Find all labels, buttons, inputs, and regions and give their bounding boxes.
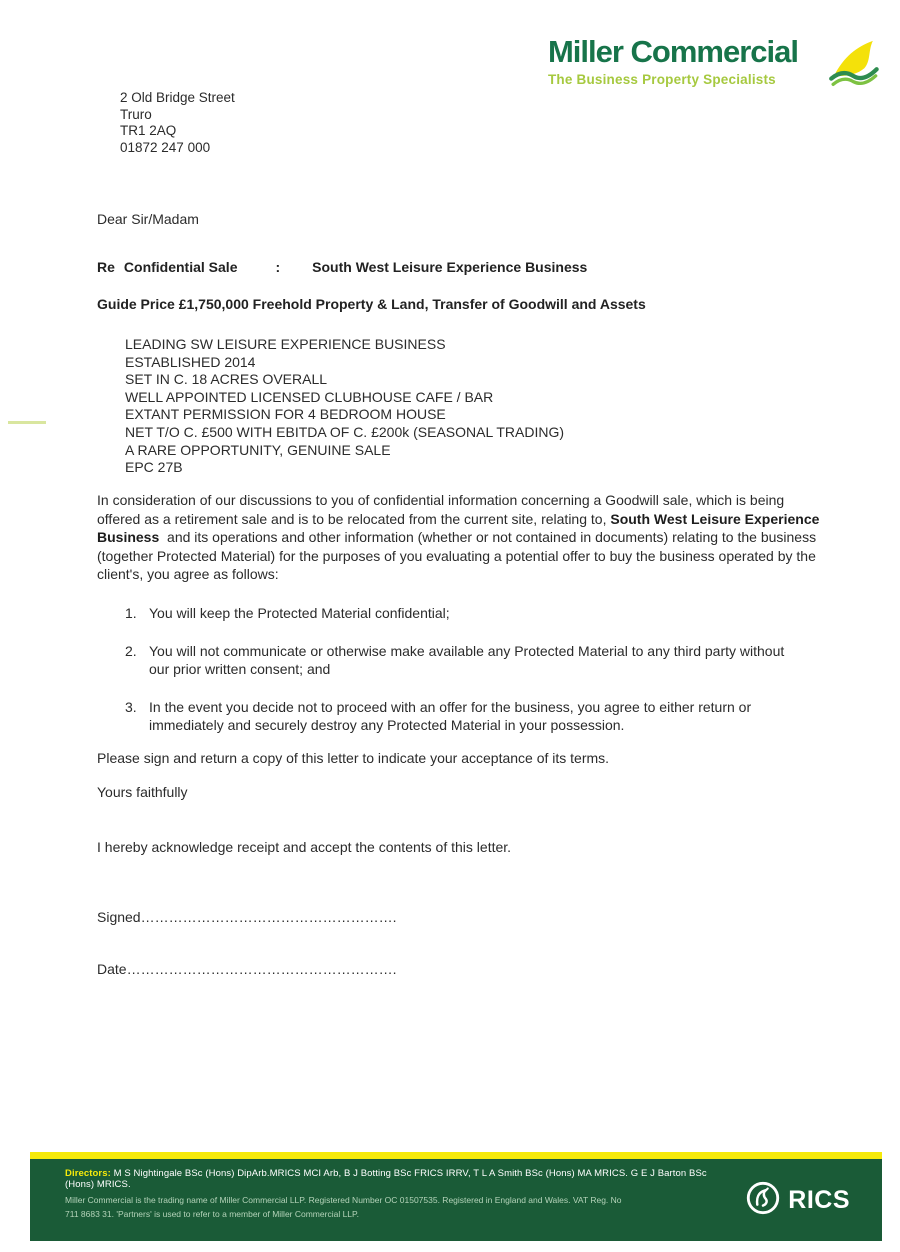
- highlight-item: SET IN C. 18 ACRES OVERALL: [125, 371, 328, 388]
- term-text: You will not communicate or otherwise make available any Protected Material to any third party without our prior written consent; and: [149, 642, 785, 678]
- date-label: Date: [97, 961, 127, 977]
- footer: [30, 1159, 882, 1241]
- term-number: 3.: [125, 698, 137, 715]
- sender-address-block: [120, 90, 235, 156]
- date-dotted-rule: ………………………………………………….: [126, 961, 397, 977]
- highlight-item: WELL APPOINTED LICENSED CLUBHOUSE CAFE / BAR: [125, 388, 494, 405]
- term-item: [125, 642, 793, 679]
- brand-logo-icon: [824, 38, 882, 95]
- term-number: 1.: [125, 605, 137, 621]
- rics-logo: [744, 1179, 850, 1222]
- footer-registration-line: Miller Commercial is the trading name of Miller Commercial LLP. Registered Number OC 01507535. Registered in England and Wales. VAT Reg. No: [65, 1194, 622, 1205]
- subject-value: South West Leisure Experience Business: [312, 259, 588, 275]
- salutation: Dear Sir/Madam: [97, 211, 199, 227]
- highlight-item: LEADING SW LEISURE EXPERIENCE BUSINESS: [125, 336, 446, 352]
- term-text: In the event you decide not to proceed with an offer for the business, you agree to either return or immediately and securely destroy any Protected Material in your possession.: [149, 698, 752, 734]
- sign-request-line: Please sign and return a copy of this letter to indicate your acceptance of its terms.: [97, 750, 610, 766]
- address-line: 2 Old Bridge Street: [120, 90, 235, 105]
- subject-separator: :: [275, 259, 281, 275]
- footer-directors-line: [65, 1168, 722, 1190]
- footer-yellow-bar: [30, 1152, 882, 1159]
- footer-vat-line: 711 8683 31. 'Partners' is used to refer to a member of Miller Commercial LLP.: [65, 1209, 359, 1219]
- brand-header: [548, 36, 882, 95]
- closing-line: Yours faithfully: [97, 784, 188, 800]
- highlight-item: NET T/O C. £500 WITH EBITDA OF C. £200k (SEASONAL TRADING): [125, 423, 565, 440]
- signed-dotted-rule: ……………………………………………….: [140, 909, 397, 925]
- term-item: [125, 604, 793, 623]
- highlights-list: [125, 336, 564, 477]
- signed-label: Signed: [97, 909, 141, 925]
- guide-price-line: Guide Price £1,750,000 Freehold Property & Land, Transfer of Goodwill and Assets: [97, 296, 646, 312]
- brand-text-block: [548, 36, 798, 87]
- intro-text-2: and its operations and other information (whether or not contained in documents) relating to the business (together Protected Material) for the purposes of you evaluating a potential offer to buy the business operated by the client's, you agree as follows:: [97, 529, 820, 583]
- sender-phone: 01872 247 000: [120, 139, 211, 155]
- highlight-item: A RARE OPPORTUNITY, GENUINE SALE: [125, 441, 391, 458]
- directors-names: M S Nightingale BSc (Hons) DipArb.MRICS MCI Arb, B J Botting BSc FRICS IRRV, T L A Smith BSc (Hons) MA MRICS. G E J Barton BSc (Hons) MRICS.: [65, 1168, 707, 1190]
- term-number: 2.: [125, 642, 137, 659]
- highlight-item: EPC 27B: [125, 459, 183, 476]
- subject-prefix: Re: [97, 259, 115, 275]
- signed-line: [97, 909, 396, 925]
- subject-label: Confidential Sale: [123, 259, 238, 275]
- rics-lion-icon: [744, 1179, 782, 1222]
- brand-name: Miller Commercial: [547, 34, 798, 69]
- intro-bold-business-name: South West Leisure Experience Business: [97, 510, 824, 546]
- highlight-item: ESTABLISHED 2014: [125, 353, 256, 370]
- brand-tagline: The Business Property Specialists: [547, 71, 776, 87]
- directors-label: Directors:: [65, 1168, 111, 1179]
- intro-text-1: In consideration of our discussions to you of confidential information concerning a Goodwill sale, which is being offered as a retirement sale and is to be relocated from the current site, relating to,: [97, 492, 789, 527]
- intro-paragraph: [97, 491, 824, 584]
- date-line: [97, 961, 396, 977]
- subject-line: [97, 259, 587, 275]
- acknowledgement-line: I hereby acknowledge receipt and accept the contents of this letter.: [97, 839, 512, 855]
- highlight-item: EXTANT PERMISSION FOR 4 BEDROOM HOUSE: [125, 406, 446, 423]
- address-line: Truro: [120, 106, 152, 122]
- term-text: You will keep the Protected Material confidential;: [149, 605, 450, 621]
- term-item: [125, 698, 793, 735]
- terms-list: [125, 604, 793, 754]
- rics-wordmark: RICS: [788, 1186, 850, 1214]
- fold-mark: [8, 421, 46, 424]
- address-postcode: TR1 2AQ: [120, 123, 177, 138]
